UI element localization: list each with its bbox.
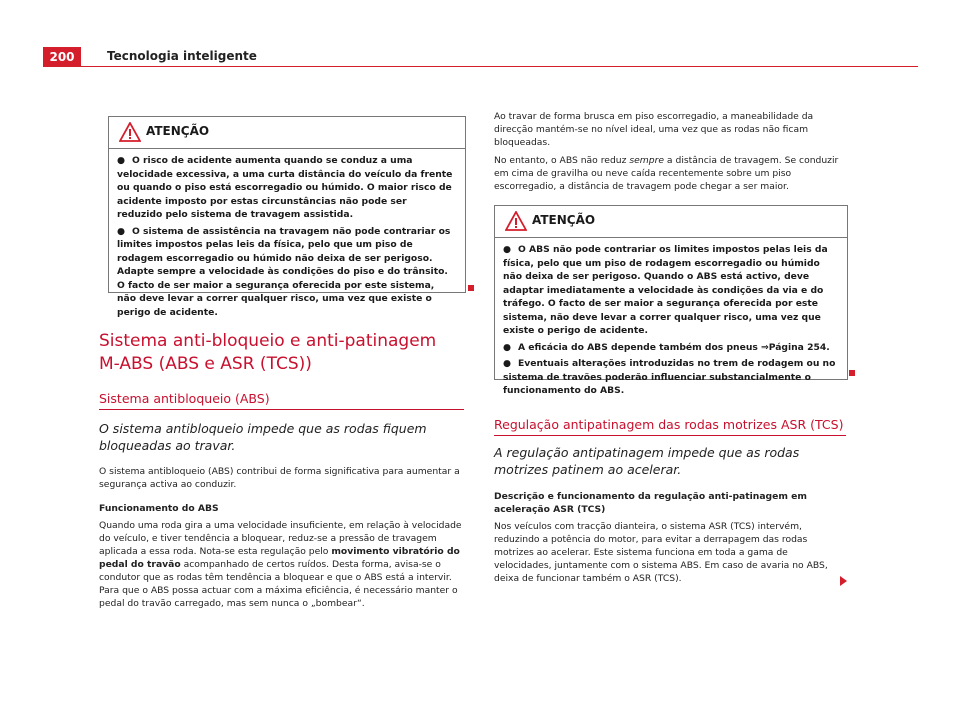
warning-triangle-icon [505, 211, 527, 231]
section-end-mark [849, 370, 855, 376]
abs-subheading: Funcionamento do ABS [99, 503, 219, 514]
asr-lead: A regulação antipatinagem impede que as rodas motrizes patinem ao acelerar. [494, 445, 800, 477]
warning-item: ● A eficácia do ABS depende também dos pneus ⇒Página 254. [503, 341, 830, 353]
section-end-mark [468, 285, 474, 291]
warning-title: ATENÇÃO [146, 124, 210, 138]
asr-body: Nos veículos com tracção dianteira, o sistema ASR (TCS) intervém, reduzindo a potência do motor, para evitar a derrapagem das rodas motrizes ao acelerar. Este sistema funciona em toda a gama de velocidades, juntamente com o sistema ABS. Em caso de avaria no ABS, deixa de funcionar também o ASR (TCS). [494, 521, 828, 584]
section-title-line1: Sistema anti-bloqueio e anti-patinagem [99, 331, 437, 351]
header-divider [81, 66, 918, 67]
page-number: 200 [43, 47, 81, 67]
abs-body: Quando uma roda gira a uma velocidade insuficiente, em relação à velocidade do veículo, e tiver tendência a bloquear, reduz-se a pressão de travagem aplicada a essa roda. Nota-se esta regulação pelo movimento vibratório do pedal do travão acompanhado de certos ruídos. Desta forma, avisa-se o condutor que as rodas têm tendência a bloquear e que o ABS está a intervir. Para que o ABS possa actuar com a máxima eficiência, é necessário manter o pedal do travão carregado, mas sem nunca o „bombear“. [99, 520, 462, 609]
bullet-icon: ● [117, 155, 126, 166]
warning-triangle-icon [119, 122, 141, 142]
warning-body [495, 238, 847, 398]
warning-item: ● O risco de acidente aumenta quando se conduz a uma velocidade excessiva, a uma curta distância do veículo da frente ou quando o piso está escorregadio ou húmido. O maior risco de acidente imposto por estas circunstâncias não pode ser reduzido pelo sistema de travagem assistida. [117, 155, 453, 220]
bullet-icon: ● [503, 358, 512, 369]
warning-title: ATENÇÃO [532, 213, 596, 227]
warning-header [109, 117, 465, 149]
right-warning-box [494, 205, 848, 396]
next-page-arrow-icon [840, 576, 847, 586]
warning-body [109, 149, 465, 319]
asr-heading-rule [494, 435, 846, 436]
warning-item: ● O sistema de assistência na travagem não pode contrariar os limites impostos pelas leis da física, pelo que um piso de rodagem escorregadio ou húmido não deixa de ser perigoso. Adapte sempre a velocidade às condições do piso e do trânsito. O facto de ser maior a segurança oferecida por este sistema, não deve levar a correr qualquer risco, uma vez que existe o perigo de acidente. [117, 225, 451, 318]
bullet-icon: ● [503, 244, 512, 255]
warning-item: ● Eventuais alterações introduzidas no trem de rodagem ou no sistema de travões poderão influenciar substancialmente o funcionamento do ABS. [503, 358, 836, 396]
abs-lead: O sistema antibloqueio impede que as rodas fiquem bloqueadas ao travar. [99, 421, 427, 453]
bullet-icon: ● [117, 225, 126, 237]
asr-heading: Regulação antipatinagem das rodas motrizes ASR (TCS) [494, 417, 844, 432]
page-header [43, 47, 918, 67]
asr-subheading: Descrição e funcionamento da regulação anti-patinagem em aceleração ASR (TCS) [494, 491, 807, 515]
left-warning-box [108, 116, 466, 318]
abs-heading-rule [99, 409, 464, 410]
section-title-line2: M-ABS (ABS e ASR (TCS)) [99, 354, 312, 374]
abs-intro: O sistema antibloqueio (ABS) contribui de forma significativa para aumentar a segurança activa ao conduzir. [99, 466, 460, 490]
abs-heading: Sistema antibloqueio (ABS) [99, 391, 270, 406]
right-paragraph-2: No entanto, o ABS não reduz sempre a distância de travagem. Se conduzir em cima de gravilha ou neve caída recentemente sobre um piso escorregadio, a distância de travagem pode chegar a ser maior. [494, 155, 839, 192]
warning-header [495, 206, 847, 238]
warning-item: ● O ABS não pode contrariar os limites impostos pelas leis da física, pelo que um piso de rodagem escorregadio ou húmido não deixa de ser perigoso. Quando o ABS está activo, deve adaptar imediatamente a velocidade às condições da via e do tráfego. O facto de ser maior a segurança oferecida por este sistema, não deve levar a correr qualquer risco, uma vez que existe o perigo de acidente. [503, 244, 828, 336]
bullet-icon: ● [503, 341, 512, 353]
right-paragraph-1: Ao travar de forma brusca em piso escorregadio, a maneabilidade da direcção mantém-se no nível ideal, uma vez que as rodas não ficam bloqueadas. [494, 111, 814, 148]
page-title: Tecnologia inteligente [107, 49, 257, 63]
